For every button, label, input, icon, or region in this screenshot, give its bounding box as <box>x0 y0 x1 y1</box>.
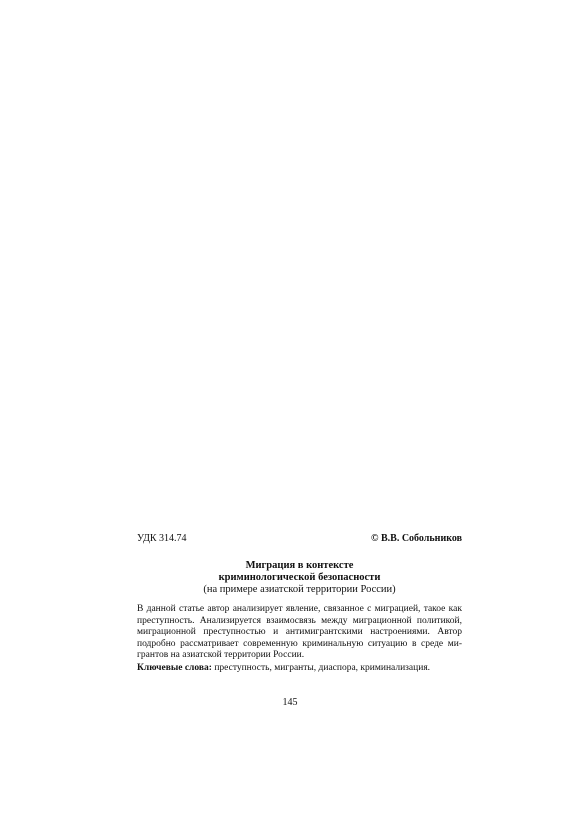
udk-code: УДК 314.74 <box>137 533 187 544</box>
abstract <box>137 604 462 662</box>
title-line-1: Миграция в контексте <box>245 560 354 571</box>
article-header <box>137 533 462 547</box>
abstract-line: преступность. Анализируется взаимосвязь между миграционной политикой, <box>137 615 462 626</box>
title-subtitle: (на примере азиатской территории России) <box>203 584 396 595</box>
abstract-line: грантов на азиатской территории России. <box>137 650 305 660</box>
abstract-line: миграционной преступностью и антимигрантскими настроениями. Автор <box>137 627 462 637</box>
article-title <box>137 560 462 596</box>
abstract-line: подробно рассматривает современную криминальную ситуацию в среде ми- <box>137 638 462 649</box>
keywords <box>137 663 462 675</box>
keywords-text: преступность, мигранты, диаспора, криминализация. <box>211 663 431 673</box>
keywords-label: Ключевые слова: <box>137 663 212 673</box>
title-line-2: криминологической безопасности <box>218 572 381 583</box>
abstract-line: В данной статье автор анализирует явление, связанное с миграцией, такое как <box>137 604 462 614</box>
page-number: 145 <box>282 697 298 708</box>
author-name: © В.В. Собольников <box>371 533 462 544</box>
